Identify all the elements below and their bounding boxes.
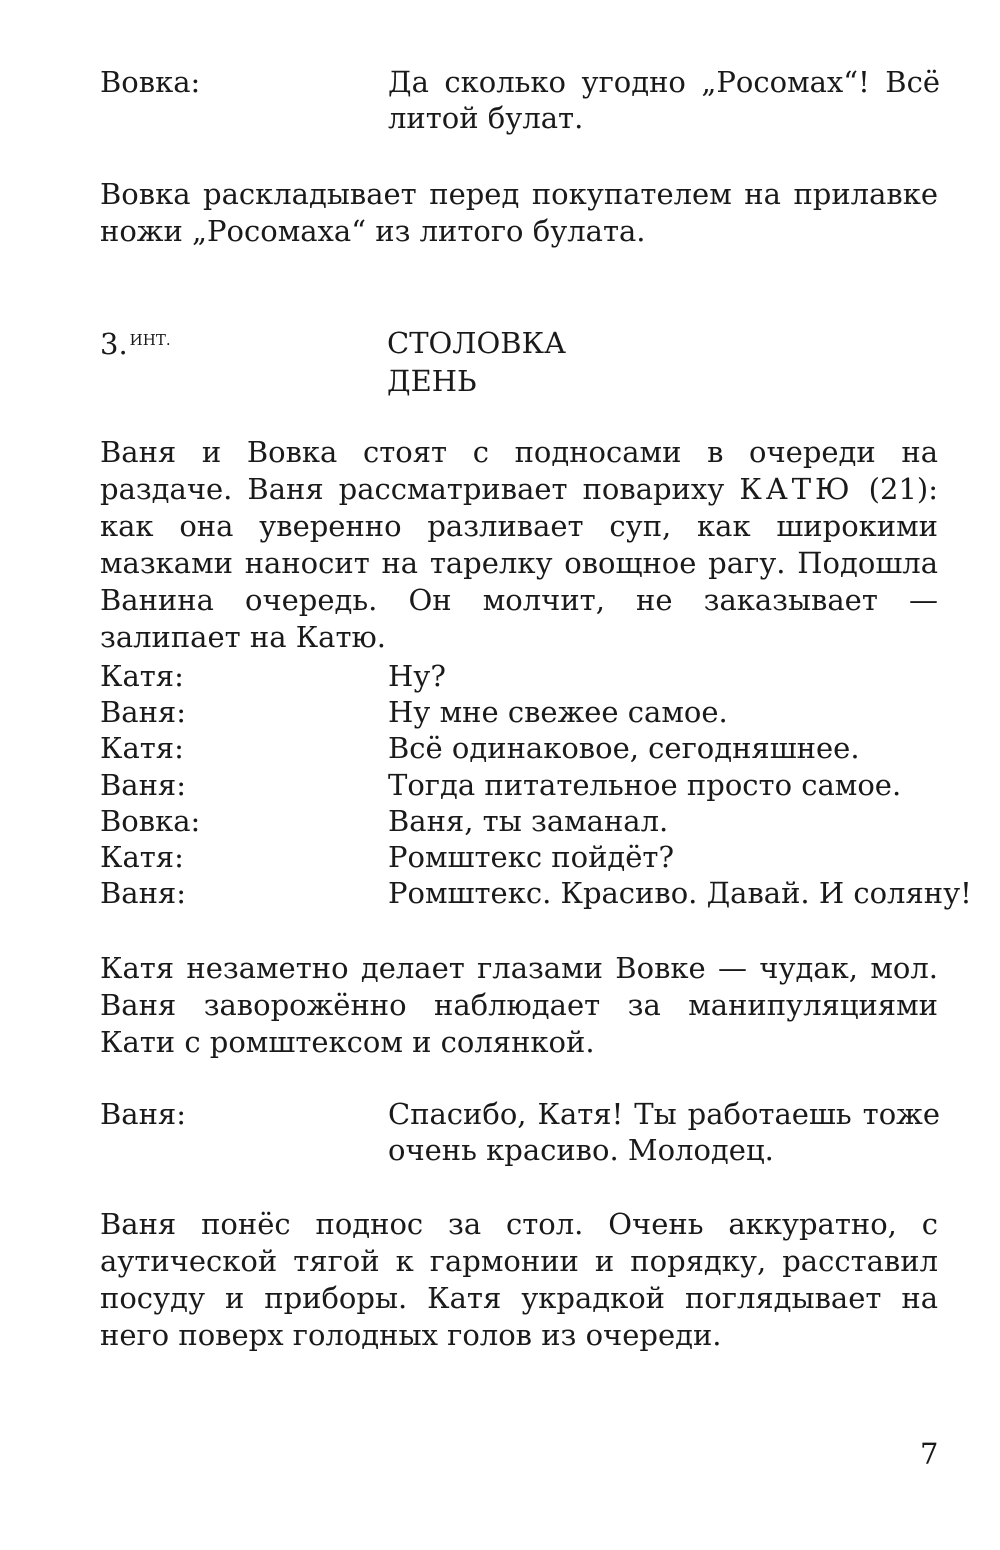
scene-type: ИНТ. <box>129 331 171 349</box>
speaker-name: Ваня: <box>100 767 186 802</box>
dialogue-line: Ваня, ты заманал. <box>388 803 669 838</box>
speaker-name: Ваня: <box>100 695 186 730</box>
action-paragraph-4: Ваня понёс поднос за стол. Очень аккуратно, с аутической тягой к гармонии и порядку, расставил посуду и приборы. Катя украдкой поглядывает на него поверх голодных голов из очереди. <box>100 1207 938 1352</box>
dialogue-line: Тогда питательное просто самое. <box>388 767 902 802</box>
scene-location: СТОЛОВКА <box>387 326 566 360</box>
speaker-name: Катя: <box>100 731 184 766</box>
scene-time: ДЕНЬ <box>387 364 477 398</box>
speaker-name: Ваня: <box>100 876 186 911</box>
dialogue-line: Спасибо, Катя! Ты работаешь тоже очень красиво. Молодец. <box>388 1097 940 1167</box>
speaker-name: Вовка: <box>100 65 201 99</box>
dialogue-top <box>100 64 940 136</box>
dialogue-line: Ну? <box>388 659 446 693</box>
dialogue-row <box>100 730 940 766</box>
action-paragraph-3: Катя незаметно делает глазами Вовке — чудак, мол. Ваня заворожённо наблюдает за манипуляциями Кати с ромштексом и солянкой. <box>100 951 938 1059</box>
dialogue-line: Ромштекс пойдёт? <box>388 839 675 874</box>
scene-number <box>100 326 171 362</box>
scene-number-value: 3. <box>100 327 128 361</box>
dialogue-bottom <box>100 1096 940 1168</box>
speaker-name: Вовка: <box>100 803 201 838</box>
page-number: 7 <box>920 1437 939 1471</box>
action-paragraph-1: Вовка раскладывает перед покупателем на прилавке ножи „Росомаха“ из литого булата. <box>100 177 938 248</box>
dialogue-block <box>100 658 972 911</box>
dialogue-row <box>100 875 972 911</box>
para2-after: (21): как она уверенно разливает суп, как широкими мазками наносит на тарелку овощное рагу. Подошла Ванина очередь. Он молчит, не заказывает — залипает на Катю. <box>100 472 938 654</box>
dialogue-row <box>100 658 940 694</box>
dialogue-line: Ну мне свежее самое. <box>388 695 728 730</box>
dialogue-row <box>100 767 940 803</box>
scene-heading <box>387 324 566 400</box>
character-intro-name: КАТЮ <box>739 472 854 506</box>
dialogue-line: Всё одинаковое, сегодняшнее. <box>388 731 860 766</box>
speaker-name: Ваня: <box>100 1097 186 1131</box>
dialogue-line: Ромштекс. Красиво. Давай. И соляну! <box>388 876 972 911</box>
dialogue-line: Да сколько угодно „Росомах“! Всё литой булат. <box>388 65 940 135</box>
dialogue-row <box>100 694 940 730</box>
action-paragraph-2 <box>100 434 938 656</box>
speaker-name: Катя: <box>100 839 184 874</box>
para2-before: Ваня и Вовка стоят с подносами в очереди на раздаче. Ваня рассматривает повариху <box>100 435 938 506</box>
dialogue-row <box>100 803 940 839</box>
dialogue-row <box>100 839 940 875</box>
speaker-name: Катя: <box>100 659 184 693</box>
